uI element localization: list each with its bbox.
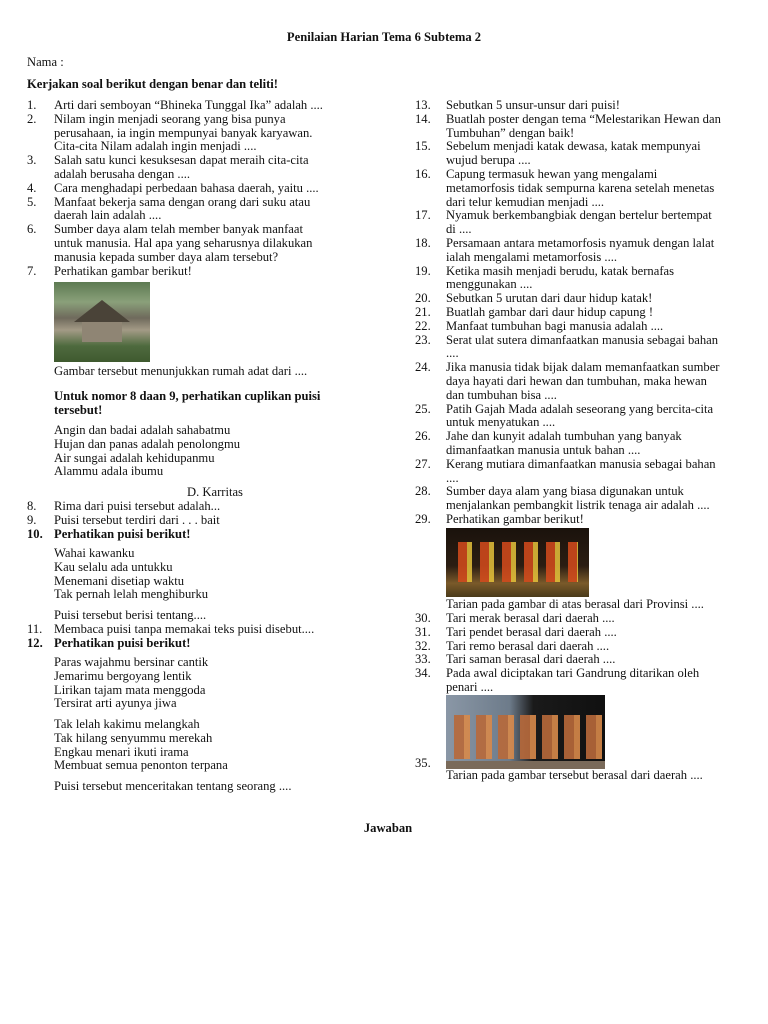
question-item <box>415 612 760 626</box>
poem-1 <box>54 424 240 479</box>
poem-line: Alammu adala ibumu <box>54 464 164 479</box>
question-number: 28. <box>415 484 431 499</box>
question-item <box>415 458 760 486</box>
question-number: 15. <box>415 139 431 154</box>
question-text-line: di .... <box>446 222 472 237</box>
question-number: 27. <box>415 456 431 471</box>
question-item <box>27 637 387 651</box>
question-text-line: Tari pendet berasal dari daerah .... <box>446 624 617 639</box>
question-text-line: daya hayati dari hewan dan tumbuhan, maka hewan <box>446 373 707 388</box>
question-number: 7. <box>27 263 37 278</box>
question-item <box>415 292 760 306</box>
question-text-line: wujud berupa .... <box>446 153 531 168</box>
question-number: 18. <box>415 235 431 250</box>
question-list-8-10 <box>27 500 387 541</box>
question-text-line: Sebutkan 5 urutan dari daur hidup katak! <box>446 291 653 306</box>
question-number: 32. <box>415 638 431 653</box>
question-item <box>415 430 760 458</box>
poem-line: Menemani disetiap waktu <box>54 573 185 588</box>
dance-image-2 <box>446 695 605 769</box>
question-text-line: manusia kepada sumber daya alam tersebut? <box>54 249 279 264</box>
question-number: 9. <box>27 512 37 527</box>
question-item <box>415 99 760 113</box>
question-item <box>415 306 760 320</box>
question-text-line: Sumber daya alam telah member banyak manfaat <box>54 222 303 237</box>
poem-line: Wahai kawanku <box>54 546 135 560</box>
q35-caption: Tarian pada gambar tersebut berasal dari daerah .... <box>446 768 703 782</box>
question-text-line: Arti dari semboyan “Bhineka Tunggal Ika” adalah .... <box>54 98 323 112</box>
poem-3-stanza-1 <box>54 656 208 711</box>
poem-line: Membuat semua penonton terpana <box>54 758 228 773</box>
poem-line: Air sungai adalah kehidupanmu <box>54 450 215 465</box>
question-item <box>415 667 760 695</box>
poem-line: Engkau menari ikuti irama <box>54 744 189 759</box>
question-list-11-12 <box>27 623 387 651</box>
question-text-line: Kerang mutiara dimanfaatkan manusia sebagai bahan <box>446 456 716 471</box>
question-item <box>27 223 387 264</box>
question-number: 12. <box>27 635 43 650</box>
question-text-line: Membaca puisi tanpa memakai teks puisi disebut.... <box>54 622 315 636</box>
poem-line: Tak pernah lelah menghiburku <box>54 587 209 602</box>
question-item <box>27 182 387 196</box>
question-number: 13. <box>415 98 431 112</box>
question-number: 14. <box>415 111 431 126</box>
question-text-line: Perhatikan gambar berikut! <box>54 263 192 278</box>
question-number: 24. <box>415 360 431 375</box>
question-text-line: Serat ulat sutera dimanfaatkan manusia sebagai bahan <box>446 332 719 347</box>
question-text-line: Cara menghadapi perbedaan bahasa daerah, yaitu .... <box>54 180 319 195</box>
question-number: 22. <box>415 318 431 333</box>
poem-line: Angin dan badai adalah sahabatmu <box>54 423 231 437</box>
question-number: 10. <box>27 526 43 541</box>
question-item <box>415 320 760 334</box>
question-number: 30. <box>415 611 431 625</box>
question-item <box>27 528 387 542</box>
question-text-line: menggunakan .... <box>446 277 533 292</box>
question-number: 3. <box>27 153 37 168</box>
question-item <box>27 154 387 182</box>
question-number: 25. <box>415 401 431 416</box>
question-text-line: Perhatikan puisi berikut! <box>54 526 191 541</box>
question-item <box>415 361 760 402</box>
question-number: 1. <box>27 98 37 112</box>
question-number: 33. <box>415 652 431 667</box>
q29-caption: Tarian pada gambar di atas berasal dari Provinsi .... <box>446 597 704 611</box>
question-item <box>415 140 760 168</box>
question-text-line: Puisi tersebut terdiri dari . . . bait <box>54 512 220 527</box>
question-text-line: Cita-cita Nilam adalah ingin menjadi .... <box>54 139 257 154</box>
question-text-line: dimanfaatkan manusia untuk bahan .... <box>446 442 641 457</box>
question-text-line: penari .... <box>446 679 494 694</box>
question-number: 31. <box>415 624 431 639</box>
question-text-line: Perhatikan gambar berikut! <box>446 511 584 526</box>
dance-image-1 <box>446 528 589 597</box>
question-text-line: Manfaat tumbuhan bagi manusia adalah .... <box>446 318 664 333</box>
question-text-line: Buatlah poster dengan tema “Melestarikan Hewan dan <box>446 111 721 126</box>
question-item <box>415 209 760 237</box>
question-text-line: Persamaan antara metamorfosis nyamuk dengan lalat <box>446 235 715 250</box>
question-item <box>27 113 387 154</box>
question-text-line: Nyamuk berkembangbiak dengan bertelur bertempat <box>446 208 712 223</box>
question-text-line: dari telur kemudian menjadi .... <box>446 194 605 209</box>
question-item <box>27 500 387 514</box>
question-item <box>415 265 760 293</box>
question-number: 23. <box>415 332 431 347</box>
name-label: Nama : <box>27 55 64 69</box>
question-text-line: Jika manusia tidak bijak dalam memanfaatkan sumber <box>446 360 720 375</box>
question-text-line: Manfaat bekerja sama dengan orang dari suku atau <box>54 194 311 209</box>
question-text-line: adalah berusaha dengan .... <box>54 166 191 181</box>
question-text-line: Tari merak berasal dari daerah .... <box>446 611 615 625</box>
question-text-line: Tari saman berasal dari daerah .... <box>446 652 616 667</box>
question-text-line: untuk menyatukan .... <box>446 415 556 430</box>
traditional-house-image <box>54 282 150 362</box>
question-number: 34. <box>415 666 431 681</box>
poem-line: Kau selalu ada untukku <box>54 559 173 574</box>
question-number: 2. <box>27 111 37 126</box>
poem-intro <box>54 390 320 418</box>
poem-line: Lirikan tajam mata menggoda <box>54 682 206 697</box>
question-text-line: Tari remo berasal dari daerah .... <box>446 638 610 653</box>
question-number: 19. <box>415 263 431 278</box>
question-text-line: Rima dari puisi tersebut adalah... <box>54 499 221 513</box>
question-number: 8. <box>27 499 37 513</box>
question-text-line: menjalankan pembangkit listrik tenaga air adalah .... <box>446 498 710 513</box>
question-number: 5. <box>27 194 37 209</box>
question-item <box>415 626 760 640</box>
poem-intro-line: tersebut! <box>54 402 103 417</box>
question-text-line: Salah satu kunci kesuksesan dapat meraih cita-cita <box>54 153 309 168</box>
question-item <box>415 653 760 667</box>
question-text-line: Capung termasuk hewan yang mengalami <box>446 166 658 181</box>
question-text-line: Nilam ingin menjadi seorang yang bisa punya <box>54 111 286 126</box>
question-item <box>415 334 760 362</box>
question-item <box>415 485 760 513</box>
page-title: Penilaian Harian Tema 6 Subtema 2 <box>286 30 482 44</box>
question-text-line: Ketika masih menjadi berudu, katak bernafas <box>446 263 675 278</box>
question-text-line: daerah lain adalah .... <box>54 208 162 223</box>
poem-3-question: Puisi tersebut menceritakan tentang seorang .... <box>54 779 292 793</box>
question-item <box>415 403 760 431</box>
question-text-line: ialah mengalami metamorfosis .... <box>446 249 618 264</box>
question-item <box>27 265 387 279</box>
question-number: 4. <box>27 180 37 195</box>
question-text-line: Jahe dan kunyit adalah tumbuhan yang banyak <box>446 429 682 444</box>
question-number: 29. <box>415 511 431 526</box>
poem-1-author: D. Karritas <box>187 485 243 499</box>
poem-line: Tak hilang senyummu merekah <box>54 730 213 745</box>
poem-line: Tersirat arti ayunya jiwa <box>54 696 177 711</box>
question-number: 21. <box>415 304 431 319</box>
answer-heading: Jawaban <box>363 821 413 835</box>
question-item <box>415 113 760 141</box>
question-item <box>27 514 387 528</box>
question-item <box>415 237 760 265</box>
question-text-line: Perhatikan puisi berikut! <box>54 635 191 650</box>
q7-caption: Gambar tersebut menunjukkan rumah adat dari .... <box>54 364 308 378</box>
question-text-line: .... <box>446 346 459 361</box>
question-number: 26. <box>415 429 431 444</box>
question-text-line: Sebelum menjadi katak dewasa, katak mempunyai <box>446 139 701 154</box>
poem-intro-line: Untuk nomor 8 daan 9, perhatikan cuplikan puisi <box>54 389 321 403</box>
question-number: 6. <box>27 222 37 237</box>
question-item <box>415 168 760 209</box>
poem-3-stanza-2 <box>54 718 228 773</box>
question-list-1-7 <box>27 99 387 278</box>
question-item <box>27 196 387 224</box>
question-number: 17. <box>415 208 431 223</box>
q35-number: 35. <box>415 756 431 770</box>
poem-line: Jemarimu bergoyang lentik <box>54 668 192 683</box>
question-text-line: perusahaan, ia ingin mempunyai banyak karyawan. <box>54 125 313 140</box>
question-text-line: Sumber daya alam yang biasa digunakan untuk <box>446 484 684 499</box>
question-text-line: untuk manusia. Hal apa yang seharusnya dilakukan <box>54 235 313 250</box>
question-number: 11. <box>27 622 43 636</box>
poem-2-question: Puisi tersebut berisi tentang.... <box>54 608 207 622</box>
question-number: 16. <box>415 166 431 181</box>
question-item <box>415 640 760 654</box>
question-text-line: Sebutkan 5 unsur-unsur dari puisi! <box>446 98 620 112</box>
question-text-line: Tumbuhan” dengan baik! <box>446 125 575 140</box>
poem-line: Paras wajahmu bersinar cantik <box>54 655 209 669</box>
question-item <box>415 513 760 527</box>
question-item <box>27 99 387 113</box>
question-text-line: Pada awal diciptakan tari Gandrung ditarikan oleh <box>446 666 700 681</box>
question-list-30-34 <box>415 612 760 695</box>
question-item <box>27 623 387 637</box>
poem-line: Tak lelah kakimu melangkah <box>54 717 200 731</box>
instruction: Kerjakan soal berikut dengan benar dan teliti! <box>27 77 278 91</box>
question-text-line: dan tumbuhan bisa .... <box>446 387 557 402</box>
question-number: 20. <box>415 291 431 306</box>
question-text-line: Patih Gajah Mada adalah seseorang yang bercita-cita <box>446 401 714 416</box>
question-text-line: metamorfosis tidak sempurna karena setelah menetas <box>446 180 715 195</box>
poem-line: Hujan dan panas adalah penolongmu <box>54 436 241 451</box>
question-list-13-29 <box>415 99 760 527</box>
question-text-line: .... <box>446 470 459 485</box>
question-text-line: Buatlah gambar dari daur hidup capung ! <box>446 304 654 319</box>
poem-2 <box>54 547 208 602</box>
